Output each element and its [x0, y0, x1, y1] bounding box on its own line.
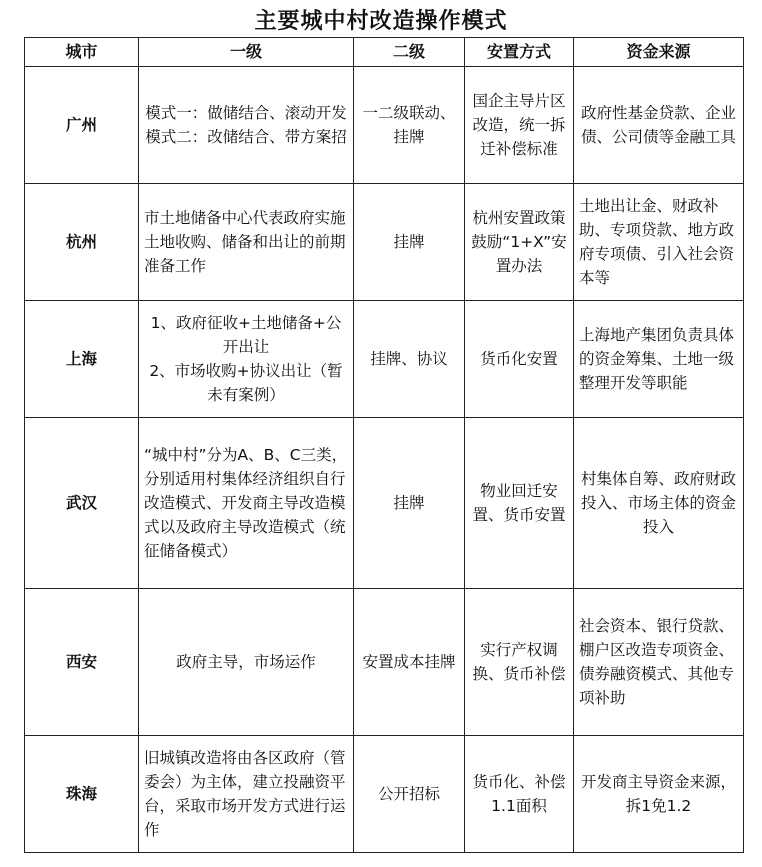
city-cell: 广州: [25, 67, 139, 184]
primary-cell: “城中村”分为A、B、C三类，分别适用村集体经济组织自行改造模式、开发商主导改造模式以及政府主导改造模式（统征储备模式）: [139, 418, 354, 589]
table-row: [25, 589, 744, 736]
primary-cell: [139, 67, 354, 184]
city-cell: 武汉: [25, 418, 139, 589]
primary-line: 1、政府征收+土地储备+公开出让: [150, 314, 342, 356]
secondary-cell: 挂牌、协议: [354, 301, 465, 418]
funding-cell: 土地出让金、财政补助、专项贷款、地方政府专项债、引入社会资本等: [574, 184, 744, 301]
funding-cell: 开发商主导资金来源，拆1免1.2: [574, 736, 744, 853]
primary-cell: 市土地储备中心代表政府实施土地收购、储备和出让的前期准备工作: [139, 184, 354, 301]
primary-line: 模式一：做储结合、滚动开发: [145, 104, 347, 122]
header-row: [25, 38, 744, 67]
header-secondary-level: 二级: [354, 38, 465, 67]
resettlement-cell: 物业回迁安置、货币安置: [465, 418, 574, 589]
table-row: [25, 736, 744, 853]
primary-cell: 旧城镇改造将由各区政府（管委会）为主体，建立投融资平台，采取市场开发方式进行运作: [139, 736, 354, 853]
secondary-cell: 安置成本挂牌: [354, 589, 465, 736]
resettlement-cell: 杭州安置政策鼓励“1+X”安置办法: [465, 184, 574, 301]
header-funding: 资金来源: [574, 38, 744, 67]
header-resettlement: 安置方式: [465, 38, 574, 67]
table-row: [25, 418, 744, 589]
resettlement-cell: 国企主导片区改造，统一拆迁补偿标准: [465, 67, 574, 184]
city-cell: 杭州: [25, 184, 139, 301]
table-row: [25, 67, 744, 184]
header-primary-level: 一级: [139, 38, 354, 67]
secondary-cell: 挂牌: [354, 418, 465, 589]
resettlement-cell: 货币化、补偿1.1面积: [465, 736, 574, 853]
funding-cell: 村集体自筹、政府财政投入、市场主体的资金投入: [574, 418, 744, 589]
city-cell: 上海: [25, 301, 139, 418]
city-cell: 珠海: [25, 736, 139, 853]
primary-line: 2、市场收购+协议出让（暂未有案例）: [149, 362, 343, 404]
primary-cell: 政府主导，市场运作: [139, 589, 354, 736]
funding-cell: 政府性基金贷款、企业债、公司债等金融工具: [574, 67, 744, 184]
secondary-cell: 挂牌: [354, 184, 465, 301]
header-city: 城市: [25, 38, 139, 67]
resettlement-cell: 实行产权调换、货币补偿: [465, 589, 574, 736]
secondary-cell: 一二级联动、挂牌: [354, 67, 465, 184]
primary-cell: [139, 301, 354, 418]
funding-cell: 上海地产集团负责具体的资金筹集、土地一级整理开发等职能: [574, 301, 744, 418]
secondary-cell: 公开招标: [354, 736, 465, 853]
city-village-renovation-table: [24, 37, 744, 853]
funding-cell: 社会资本、银行贷款、棚户区改造专项资金、债券融资模式、其他专项补助: [574, 589, 744, 736]
primary-line: 模式二：改储结合、带方案招: [145, 128, 347, 146]
table-row: [25, 184, 744, 301]
table-title: 主要城中村改造操作模式: [254, 9, 508, 34]
resettlement-cell: 货币化安置: [465, 301, 574, 418]
table-row: [25, 301, 744, 418]
city-cell: 西安: [25, 589, 139, 736]
